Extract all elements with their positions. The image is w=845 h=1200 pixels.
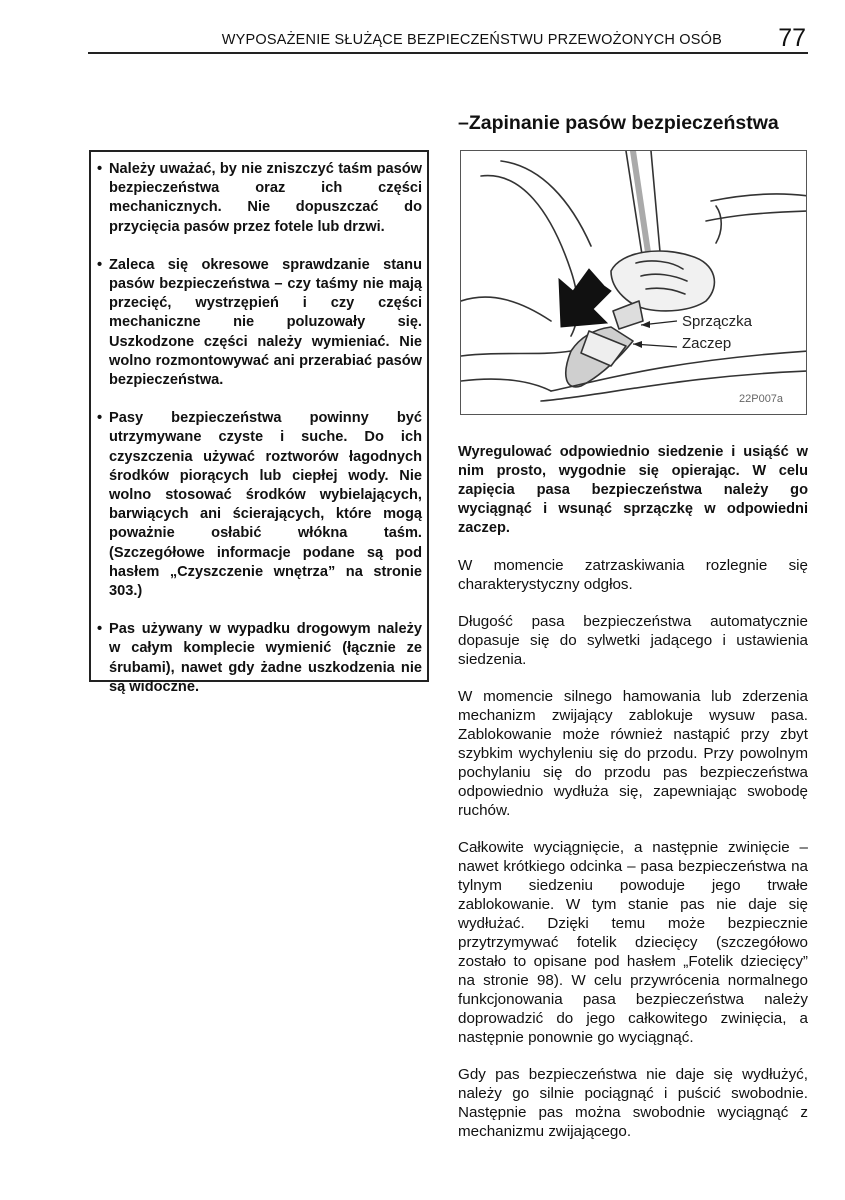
seatbelt-drawing bbox=[461, 151, 807, 415]
warning-text: Pas używany w wypadku drogowym należy w całym komplecie wymienić (łącznie ze śrubami), nawet gdy żadne uszkodzenia nie są widoczne. bbox=[109, 621, 422, 695]
warning-item bbox=[97, 409, 422, 601]
bullet-icon: • bbox=[97, 161, 103, 177]
seatbelt-illustration bbox=[460, 150, 807, 415]
bullet-icon: • bbox=[97, 410, 103, 427]
label-latch: Zaczep bbox=[682, 335, 732, 352]
body-paragraph: Gdy pas bezpieczeństwa nie daje się wydłużyć, należy go silnie pociągnąć i puścić swobodnie. Następnie pas można swobodnie wyciągnąć z mechanizmu zwijającego. bbox=[458, 1066, 808, 1140]
warning-text: Zaleca się okresowe sprawdzanie stanu pasów bezpieczeństwa – czy taśmy nie mają przecięć, wystrzępień i czy części mechaniczne nie poluzowały się. Uszkodzone części należy wymieniać. Nie wolno rozmontowywać ani przerabiać pasów bezpieczeństwa. bbox=[109, 256, 422, 389]
warning-item bbox=[97, 256, 422, 390]
bullet-icon: • bbox=[97, 256, 103, 273]
page-header bbox=[88, 26, 808, 54]
body-paragraph: Długość pasa bezpieczeństwa automatycznie dopasuje się do sylwetki jadącego i ustawienia siedzenia. bbox=[458, 613, 808, 668]
body-paragraph: W momencie silnego hamowania lub zderzenia mechanizm zwijający zablokuje wysuw pasa. Zablokowanie może również nastąpić przy zbyt szybkim wychyleniu się do przodu. Przy powolnym pochylaniu się do przodu pas bezpieczeństwa odpowiednio wydłuża się, zapewniając swobodę ruchów. bbox=[458, 688, 808, 819]
page-number: 77 bbox=[778, 24, 806, 52]
warning-text: Pasy bezpieczeństwa powinny być utrzymywane czyste i suche. Do ich czyszczenia używać roztworów łagodnych środków piorących lub ciepłej wody. Nie wolno stosować środków wybielających, barwiących ani ścierających, które mogą poważnie osłabić włókna taśm. (Szczegółowe informacje podane są pod hasłem „Czyszczenie wnętrza” na stronie 303.) bbox=[109, 410, 422, 600]
body-paragraph: W momencie zatrzaskiwania rozlegnie się charakterystyczny odgłos. bbox=[458, 557, 808, 593]
intro-paragraph: Wyregulować odpowiednio siedzenie i usiąść w nim prosto, wygodnie się opierając. W celu zapięcia pasa bezpieczeństwa należy go wyciągnąć i wsunąć sprzączkę w odpowiedni zaczep. bbox=[458, 444, 808, 536]
header-title: WYPOSAŻENIE SŁUŻĄCE BEZPIECZEŃSTWU PRZEWOŻONYCH OSÓB bbox=[221, 32, 722, 48]
bullet-icon: • bbox=[97, 621, 103, 638]
warning-item bbox=[97, 620, 422, 697]
warning-box bbox=[89, 150, 429, 695]
body-column bbox=[458, 443, 808, 1159]
figure-code: 22P007a bbox=[739, 393, 784, 405]
section-title: –Zapinanie pasów bezpieczeństwa bbox=[458, 112, 779, 134]
label-buckle: Sprzączka bbox=[682, 313, 753, 330]
warning-item bbox=[97, 160, 422, 237]
warning-text: Należy uważać, by nie zniszczyć taśm pasów bezpieczeństwa oraz ich części mechanicznych. Nie dopuszczać do przycięcia pasów przez fotele lub drzwi. bbox=[109, 161, 422, 235]
body-paragraph: Całkowite wyciągnięcie, a następnie zwinięcie – nawet krótkiego odcinka – pasa bezpieczeństwa na tylnym siedzeniu powoduje jego trwałe zablokowanie. W tym stanie pas nie daje się wydłużać. Dzięki temu może bezpiecznie przytrzymywać fotelik dziecięcy (szczegółowo zostało to opisane pod hasłem „Fotelik dziecięcy” na stronie 98). W celu przywrócenia normalnego funkcjonowania pasa bezpieczeństwa należy doprowadzić do jego całkowitego zwinięcia, a następnie ponownie go wyciągnąć. bbox=[458, 839, 808, 1046]
